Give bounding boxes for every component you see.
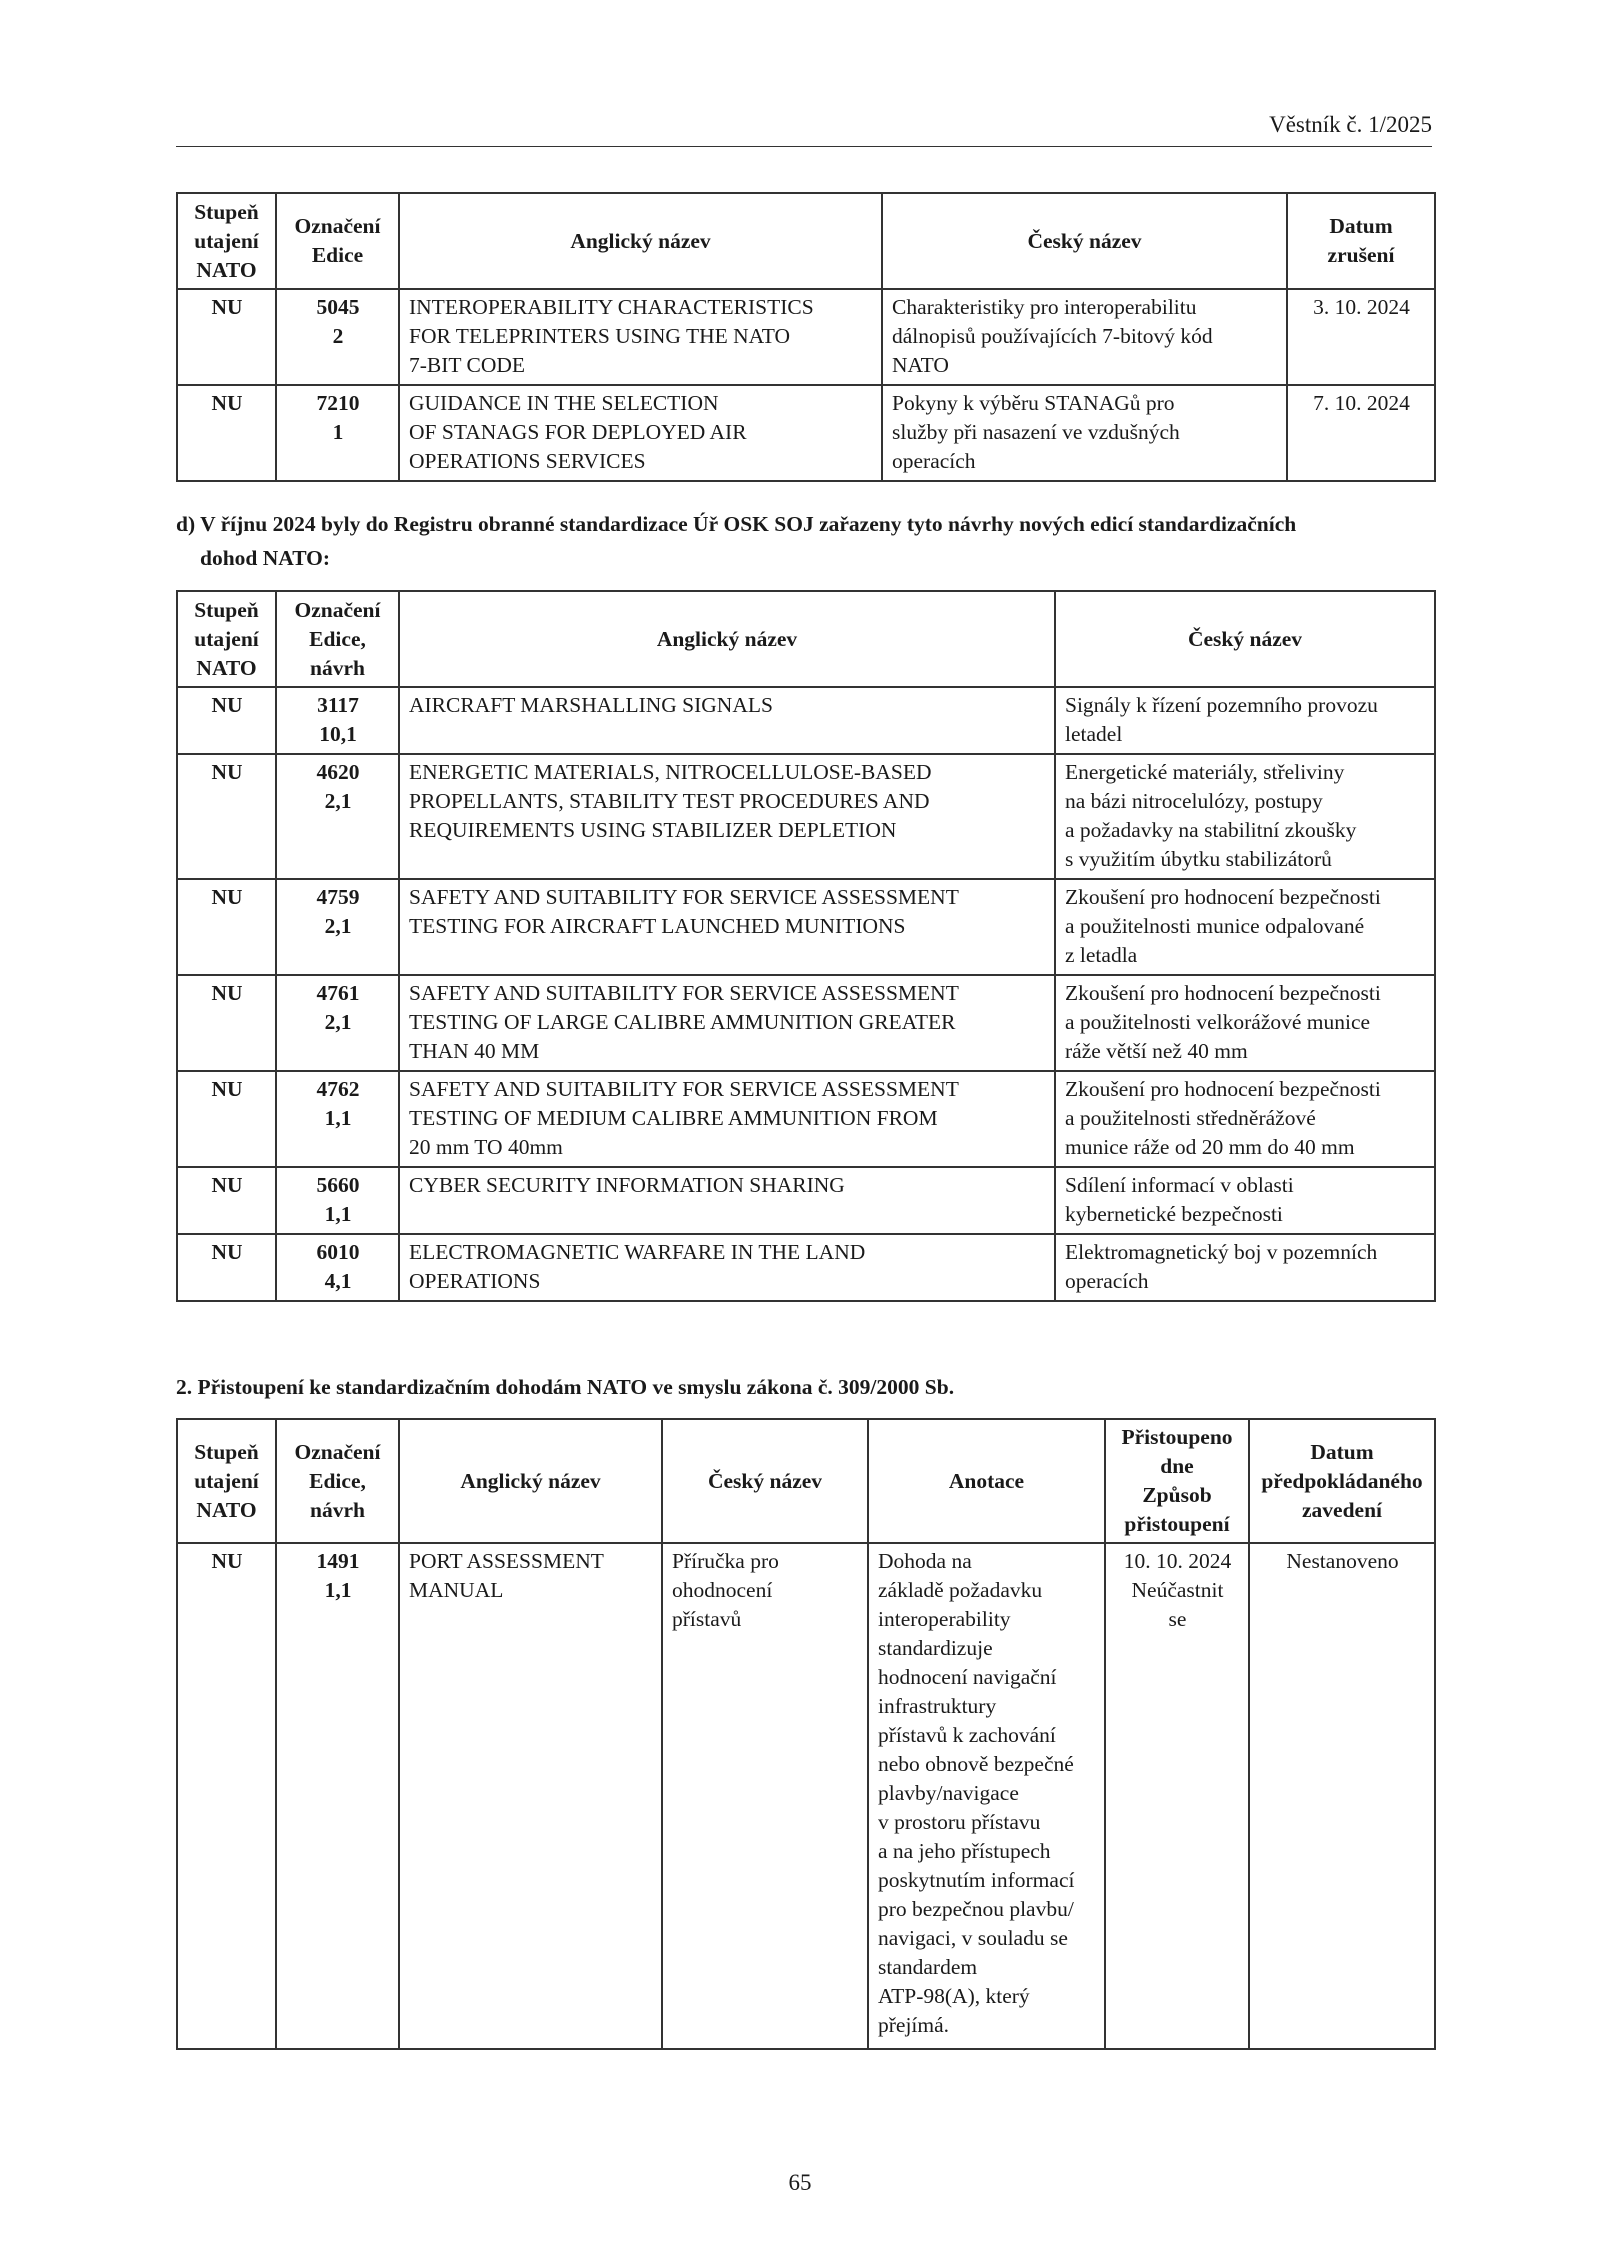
col-header-planned-date: Datum předpokládaného zavedení: [1249, 1419, 1435, 1543]
cell-english: ENERGETIC MATERIALS, NITROCELLULOSE-BASED PROPELLANTS, STABILITY TEST PROCEDURES AND REQUIREMENTS USING STABILIZER DEPLETION: [399, 754, 1055, 879]
col-header-english: Anglický název: [399, 1419, 662, 1543]
cell-level: NU: [177, 687, 276, 754]
col-header-edition: Označení Edice: [276, 193, 399, 289]
section-d-heading-line1: d) V říjnu 2024 byly do Registru obranné standardizace Úř OSK SOJ zařazeny tyto návrhy nových edicí standardizačních: [176, 512, 1297, 536]
table-row: [177, 1071, 1435, 1167]
cell-edition: 6010 4,1: [276, 1234, 399, 1301]
cell-level: NU: [177, 975, 276, 1071]
cell-level: NU: [177, 1543, 276, 2049]
cell-edition: 7210 1: [276, 385, 399, 481]
col-header-accession: Přistoupeno dne Způsob přistoupení: [1105, 1419, 1249, 1543]
table-row: [177, 1543, 1435, 2049]
accession-table: [176, 1418, 1436, 2050]
cell-edition: 4762 1,1: [276, 1071, 399, 1167]
section-d-heading-line2: dohod NATO:: [200, 546, 331, 570]
cell-czech: Charakteristiky pro interoperabilitu dálnopisů používajících 7-bitový kód NATO: [882, 289, 1287, 385]
cell-level: NU: [177, 1167, 276, 1234]
cell-level: NU: [177, 1071, 276, 1167]
table-row: [177, 687, 1435, 754]
cell-level: NU: [177, 879, 276, 975]
cell-english: CYBER SECURITY INFORMATION SHARING: [399, 1167, 1055, 1234]
cell-edition: 5045 2: [276, 289, 399, 385]
cell-planned-date: Nestanoveno: [1249, 1543, 1435, 2049]
cell-date: 3. 10. 2024: [1287, 289, 1435, 385]
journal-title: Věstník č. 1/2025: [1269, 112, 1432, 137]
col-header-annotation: Anotace: [868, 1419, 1105, 1543]
col-header-czech: Český název: [1055, 591, 1435, 687]
cell-edition: 5660 1,1: [276, 1167, 399, 1234]
cell-level: NU: [177, 289, 276, 385]
col-header-date: Datum zrušení: [1287, 193, 1435, 289]
cell-edition: 3117 10,1: [276, 687, 399, 754]
cell-edition: 1491 1,1: [276, 1543, 399, 2049]
cell-czech: Zkoušení pro hodnocení bezpečnosti a použitelnosti munice odpalované z letadla: [1055, 879, 1435, 975]
cell-english: INTEROPERABILITY CHARACTERISTICS FOR TELEPRINTERS USING THE NATO 7-BIT CODE: [399, 289, 882, 385]
cell-english: SAFETY AND SUITABILITY FOR SERVICE ASSESSMENT TESTING OF MEDIUM CALIBRE AMMUNITION FROM 20 mm TO 40mm: [399, 1071, 1055, 1167]
cell-accession: 10. 10. 2024 Neúčastnit se: [1105, 1543, 1249, 2049]
col-header-level: Stupeň utajení NATO: [177, 193, 276, 289]
col-header-english: Anglický název: [399, 591, 1055, 687]
draft-editions-table: [176, 590, 1436, 1302]
table-row: [177, 975, 1435, 1071]
cell-czech: Pokyny k výběru STANAGů pro služby při nasazení ve vzdušných operacích: [882, 385, 1287, 481]
section-2-heading: 2. Přistoupení ke standardizačním dohodám NATO ve smyslu zákona č. 309/2000 Sb.: [176, 1375, 955, 1399]
table-row: [177, 1167, 1435, 1234]
col-header-edition: Označení Edice, návrh: [276, 1419, 399, 1543]
cell-english: SAFETY AND SUITABILITY FOR SERVICE ASSESSMENT TESTING FOR AIRCRAFT LAUNCHED MUNITIONS: [399, 879, 1055, 975]
col-header-level: Stupeň utajení NATO: [177, 591, 276, 687]
col-header-czech: Český název: [882, 193, 1287, 289]
table-row: [177, 385, 1435, 481]
cell-czech: Zkoušení pro hodnocení bezpečnosti a použitelnosti středněrážové munice ráže od 20 mm do 40 mm: [1055, 1071, 1435, 1167]
cell-edition: 4620 2,1: [276, 754, 399, 879]
cell-level: NU: [177, 385, 276, 481]
cell-czech: Sdílení informací v oblasti kybernetické bezpečnosti: [1055, 1167, 1435, 1234]
cell-czech: Signály k řízení pozemního provozu letadel: [1055, 687, 1435, 754]
cell-czech: Elektromagnetický boj v pozemních operacích: [1055, 1234, 1435, 1301]
cell-date: 7. 10. 2024: [1287, 385, 1435, 481]
col-header-level: Stupeň utajení NATO: [177, 1419, 276, 1543]
cell-english: ELECTROMAGNETIC WARFARE IN THE LAND OPERATIONS: [399, 1234, 1055, 1301]
cell-english: GUIDANCE IN THE SELECTION OF STANAGS FOR DEPLOYED AIR OPERATIONS SERVICES: [399, 385, 882, 481]
withdrawn-stanags-table: [176, 192, 1436, 482]
page-number: 65: [788, 2170, 812, 2195]
cell-level: NU: [177, 1234, 276, 1301]
cell-czech: Příručka pro ohodnocení přístavů: [662, 1543, 868, 2049]
cell-czech: Energetické materiály, střeliviny na bázi nitrocelulózy, postupy a požadavky na stabilitní zkoušky s využitím úbytku stabilizátorů: [1055, 754, 1435, 879]
table-row: [177, 1234, 1435, 1301]
table-header-row: [177, 591, 1435, 687]
cell-english: SAFETY AND SUITABILITY FOR SERVICE ASSESSMENT TESTING OF LARGE CALIBRE AMMUNITION GREATER THAN 40 MM: [399, 975, 1055, 1071]
cell-czech: Zkoušení pro hodnocení bezpečnosti a použitelnosti velkorážové munice ráže větší než 40 mm: [1055, 975, 1435, 1071]
table-row: [177, 879, 1435, 975]
col-header-czech: Český název: [662, 1419, 868, 1543]
cell-english: PORT ASSESSMENT MANUAL: [399, 1543, 662, 2049]
col-header-edition: Označení Edice, návrh: [276, 591, 399, 687]
cell-edition: 4761 2,1: [276, 975, 399, 1071]
table-row: [177, 289, 1435, 385]
cell-edition: 4759 2,1: [276, 879, 399, 975]
cell-english: AIRCRAFT MARSHALLING SIGNALS: [399, 687, 1055, 754]
table-row: [177, 754, 1435, 879]
cell-annotation: Dohoda na základě požadavku interoperability standardizuje hodnocení navigační infrastruktury přístavů k zachování nebo obnově bezpečné plavby/navigace v prostoru přístavu a na jeho přístupech poskytnutím informací pro bezpečnou plavbu/ navigaci, v souladu se standardem ATP-98(A), který přejímá.: [868, 1543, 1105, 2049]
col-header-english: Anglický název: [399, 193, 882, 289]
table-header-row: [177, 193, 1435, 289]
cell-level: NU: [177, 754, 276, 879]
table-header-row: [177, 1419, 1435, 1543]
page-header: [176, 112, 1432, 147]
